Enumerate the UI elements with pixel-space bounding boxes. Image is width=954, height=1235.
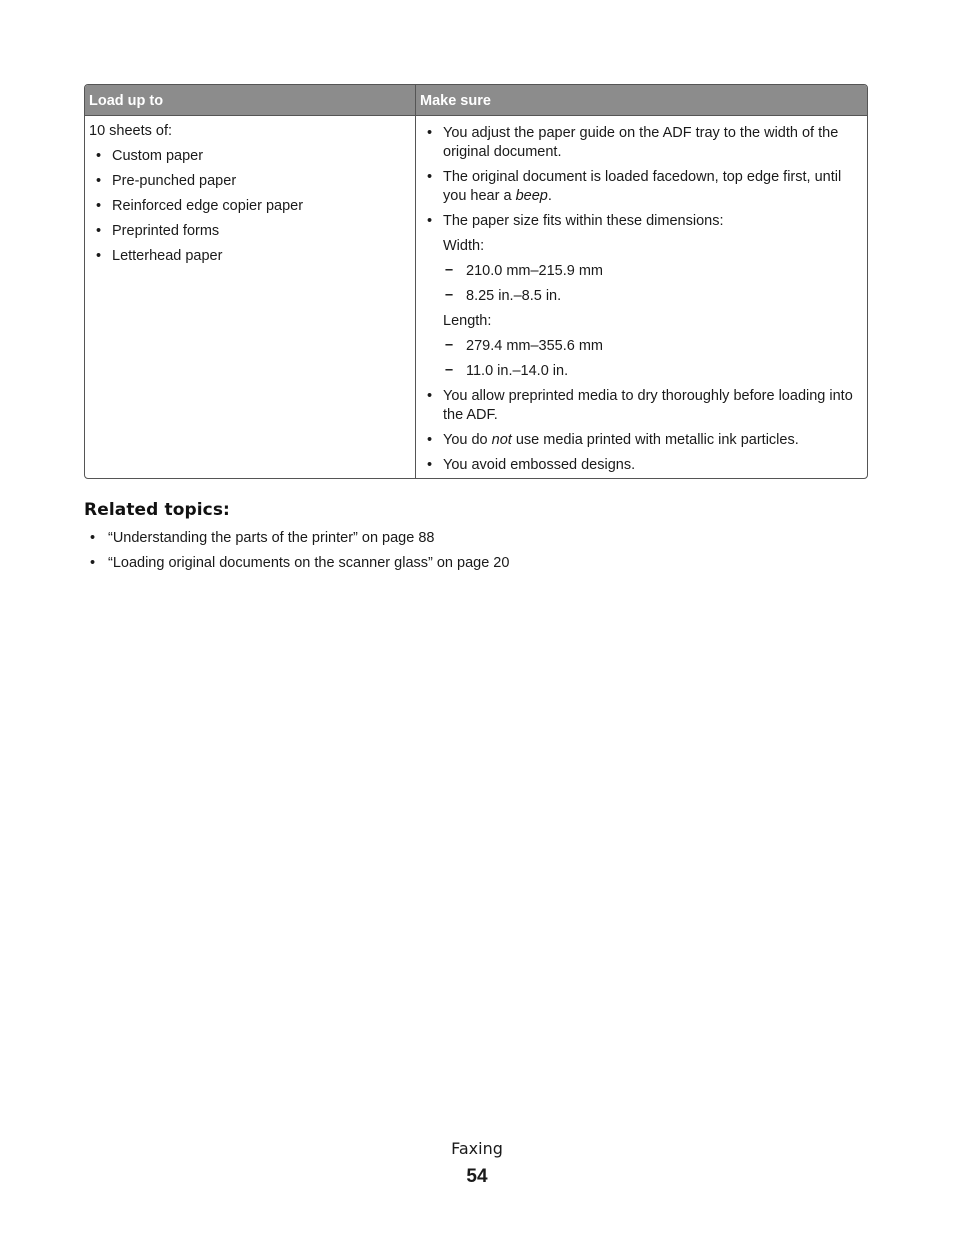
list-item: • Reinforced edge copier paper	[89, 197, 407, 216]
requirement-dimensions: • The paper size fits within these dimensions:	[425, 212, 865, 231]
column-divider	[415, 85, 416, 478]
paper-type-list	[89, 147, 407, 266]
metallic-end: use media printed with metallic ink particles.	[511, 432, 799, 448]
facedown-end: .	[547, 188, 552, 204]
length-label: Length:	[443, 313, 492, 329]
footer-section-label: Faxing	[451, 1139, 503, 1158]
requirement-no-embossed: • You avoid embossed designs.	[425, 456, 865, 475]
list-item: • Preprinted forms	[89, 222, 407, 241]
load-up-to-cell	[89, 122, 407, 266]
requirement-dry-media: • You allow preprinted media to dry thoroughly before loading into the ADF.	[425, 387, 865, 425]
list-item: • Custom paper	[89, 147, 407, 166]
requirement-facedown	[425, 168, 865, 206]
list-item: • Pre-punched paper	[89, 172, 407, 191]
header-make-sure: Make sure	[420, 93, 491, 109]
metallic-start: You do	[443, 432, 492, 448]
facedown-text: The original document is loaded facedown, top edge first, until you hear a	[443, 169, 842, 204]
requirements-table	[84, 84, 868, 479]
length-value-in: – 11.0 in.–14.0 in.	[425, 362, 865, 381]
make-sure-cell	[425, 124, 865, 479]
related-topics-heading: Related topics:	[84, 500, 230, 520]
related-link-printer-parts[interactable]: • “Understanding the parts of the printer” on page 88	[84, 529, 509, 548]
beep-emphasis: beep	[515, 188, 548, 204]
length-value-mm: – 279.4 mm–355.6 mm	[425, 337, 865, 356]
related-link-scanner-glass[interactable]: • “Loading original documents on the scanner glass” on page 20	[84, 554, 509, 573]
width-label: Width:	[443, 238, 485, 254]
related-topics-list	[84, 529, 509, 579]
width-value-in: – 8.25 in.–8.5 in.	[425, 287, 865, 306]
requirement-no-metallic-ink	[425, 431, 865, 450]
width-value-mm: – 210.0 mm–215.9 mm	[425, 262, 865, 281]
requirement-paper-guide: • You adjust the paper guide on the ADF tray to the width of the original document.	[425, 124, 865, 162]
requirement-list	[425, 124, 865, 475]
table-header	[85, 85, 867, 116]
header-load-up-to: Load up to	[89, 93, 164, 109]
list-item: • Letterhead paper	[89, 247, 407, 266]
not-emphasis: not	[491, 432, 512, 448]
sheets-intro: 10 sheets of:	[89, 123, 173, 139]
page-number: 54	[466, 1166, 488, 1187]
